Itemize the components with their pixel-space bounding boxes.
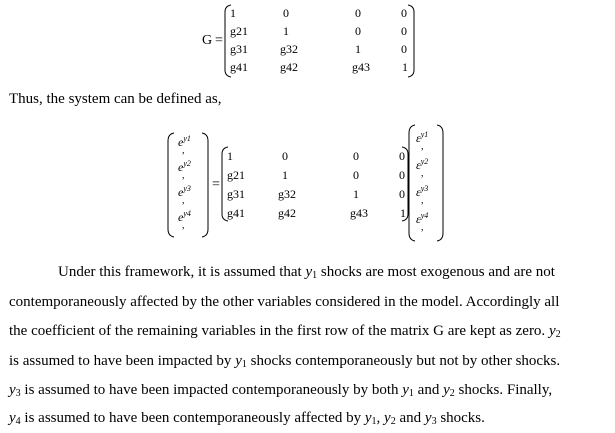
rhs-comma-3: , — [421, 195, 424, 206]
lhs-comma-3: , — [182, 195, 185, 206]
var-y1: $y_1$ — [305, 264, 318, 281]
rhs-comma-4: , — [421, 222, 424, 233]
s-cell-r4c2: g42 — [278, 206, 296, 220]
rhs-comma-1: , — [421, 141, 424, 152]
para-line-5: $y_3$ is assumed to have been impacted contemporaneously by both $y_1$ and $y_2$ shocks. Finally, — [9, 382, 553, 399]
matrix-g-equals: = — [215, 33, 223, 48]
g-cell-r4c4: 1 — [402, 60, 408, 74]
rhs-eps-y3: $\varepsilon^{y3}$ — [416, 184, 429, 199]
lhs-e-y3: $e^{y3}$ — [178, 184, 191, 199]
var-y1: $y_1$ — [402, 382, 414, 399]
g-cell-r3c4: 0 — [401, 42, 407, 56]
rhs-eps-y1: $\varepsilon^{y1}$ — [416, 130, 429, 145]
lhs-e-y4: $e^{y4}$ — [178, 209, 191, 224]
g-cell-r4c1: g41 — [230, 60, 248, 74]
rhs-comma-2: , — [421, 168, 424, 179]
var-y3: $y_3$ — [9, 382, 21, 399]
s-cell-r4c3: g43 — [350, 206, 368, 220]
lhs-comma-4: , — [182, 220, 185, 231]
g-cell-r4c3: g43 — [352, 60, 370, 74]
s-cell-r1c2: 0 — [282, 149, 288, 163]
g-cell-r3c1: g31 — [230, 42, 248, 56]
para-line-2: contemporaneously affected by the other variables considered in the model. Accordingly all — [9, 294, 560, 310]
g-cell-r1c2: 0 — [283, 6, 289, 20]
system-equals: = — [212, 177, 220, 192]
para-line-3: the coefficient of the remaining variables in the first row of the matrix G are kept as zero. $y_2$ — [9, 323, 561, 340]
g-cell-r1c3: 0 — [355, 6, 361, 20]
var-y1: $y_1$ — [235, 353, 247, 370]
s-cell-r2c2: 1 — [282, 168, 288, 182]
var-y1: $y_1$ — [364, 410, 377, 427]
s-cell-r1c3: 0 — [353, 149, 359, 163]
s-cell-r2c3: 0 — [353, 168, 359, 182]
g-cell-r3c2: g32 — [280, 42, 298, 56]
s-cell-r4c4: 1 — [400, 206, 406, 220]
g-cell-r2c1: g21 — [230, 24, 248, 38]
matrix-g-name: G — [202, 33, 213, 48]
intro-text: Thus, the system can be defined as, — [9, 91, 222, 107]
var-y3: $y_3$ — [424, 410, 437, 427]
g-cell-r2c4: 0 — [401, 24, 407, 38]
g-cell-r1c1: 1 — [230, 6, 236, 20]
var-y2: $y_2$ — [548, 323, 561, 340]
s-cell-r2c1: g21 — [227, 168, 245, 182]
var-y4: $y_4$ — [9, 410, 21, 427]
s-cell-r2c4: 0 — [399, 168, 405, 182]
para-line-1: Under this framework, it is assumed that $y_1$ shocks are most exogenous and are not — [58, 264, 555, 281]
lhs-e-y1: $e^{y1}$ — [178, 134, 191, 149]
s-cell-r4c1: g41 — [227, 206, 245, 220]
rhs-eps-y4: $\varepsilon^{y4}$ — [416, 211, 429, 226]
g-cell-r1c4: 0 — [401, 6, 407, 20]
lhs-comma-1: , — [182, 145, 185, 156]
para-line-4: is assumed to have been impacted by $y_1$ shocks contemporaneously but not by other shocks. — [9, 353, 561, 370]
var-y2: $y_2$ — [384, 410, 396, 427]
g-cell-r4c2: g42 — [280, 60, 298, 74]
para-line-6: $y_4$ is assumed to have been contemporaneously affected by $y_1$, $y_2$ and $y_3$ shocks. — [9, 410, 485, 427]
s-cell-r3c3: 1 — [353, 187, 359, 201]
s-cell-r1c4: 0 — [399, 149, 405, 163]
rhs-eps-y2: $\varepsilon^{y2}$ — [416, 157, 429, 172]
g-cell-r2c3: 0 — [355, 24, 361, 38]
s-cell-r3c1: g31 — [227, 187, 245, 201]
s-cell-r1c1: 1 — [227, 149, 233, 163]
s-cell-r3c2: g32 — [278, 187, 296, 201]
s-cell-r3c4: 0 — [399, 187, 405, 201]
var-y2: $y_2$ — [443, 382, 455, 399]
g-cell-r3c3: 1 — [355, 42, 361, 56]
lhs-e-y2: $e^{y2}$ — [178, 159, 191, 174]
g-cell-r2c2: 1 — [283, 24, 289, 38]
lhs-comma-2: , — [182, 170, 185, 181]
